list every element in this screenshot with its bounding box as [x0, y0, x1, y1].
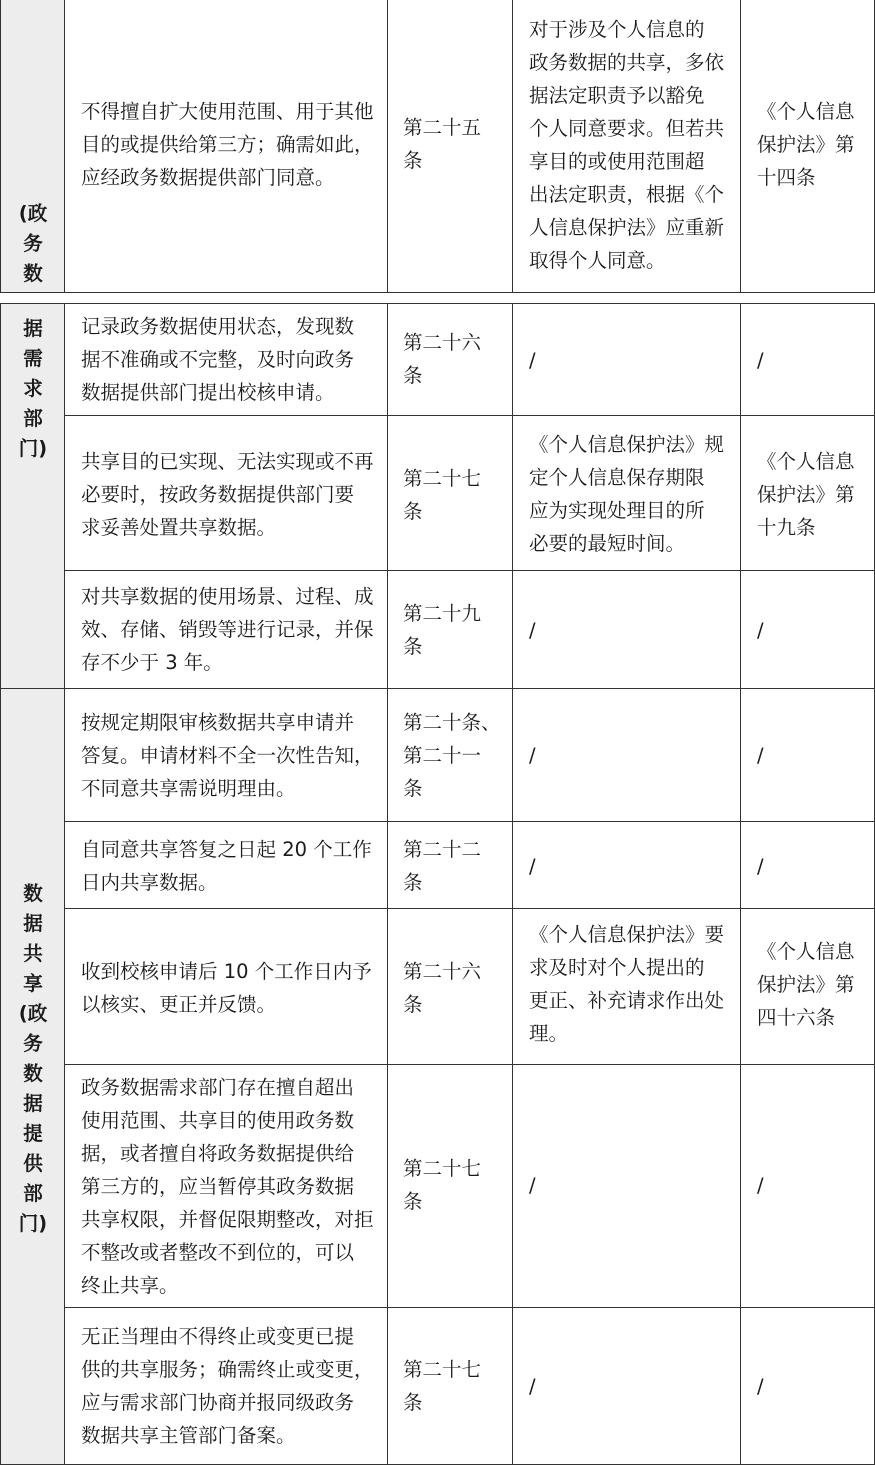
article-cell [387, 1307, 513, 1465]
comment-cell [512, 303, 741, 416]
comment-text: / [529, 744, 536, 767]
section-label-lower: 据 需 求 部 门) [18, 317, 48, 460]
comment-text: / [529, 855, 536, 878]
comment-text: 《个人信息保护法》要 求及时对个人提出的 更正、补充请求作出处 理。 [529, 923, 725, 1045]
obligation-cell [64, 821, 388, 909]
comment-cell [512, 570, 741, 689]
obligation-text: 对共享数据的使用场景、过程、成 效、存储、销毁等进行记录，并保 存不少于 3 年。 [81, 585, 374, 674]
obligation-cell [64, 303, 388, 416]
comment-text: / [529, 1174, 536, 1197]
section-label-cell-lower [0, 303, 65, 689]
comment-text: / [529, 1375, 536, 1398]
article-cell [387, 908, 513, 1065]
article-cell [387, 570, 513, 689]
section-label-cell-upper [0, 0, 65, 293]
article-cell [387, 1064, 513, 1308]
section-label-cell-provider [0, 688, 65, 1465]
law-cell [740, 0, 875, 293]
law-cell [740, 821, 875, 909]
article-text: 第二十五 条 [403, 116, 482, 172]
article-text: 第二十六 条 [403, 331, 482, 387]
comment-cell [512, 821, 741, 909]
comment-text: 对于涉及个人信息的 政务数据的共享，多依 据法定职责予以豁免 个人同意要求。但若共 享目的或使用范围超 出法定职责，根据《个 人信息保护法》应重新 取得个人同意。 [529, 18, 725, 272]
obligation-cell [64, 0, 388, 293]
law-text: / [757, 619, 764, 642]
law-text: 《个人信息 保护法》第 十四条 [757, 100, 855, 189]
law-text: 《个人信息 保护法》第 四十六条 [757, 940, 855, 1029]
article-text: 第二十二 条 [403, 838, 482, 894]
law-cell [740, 303, 875, 416]
article-text: 第二十七 条 [403, 1358, 482, 1414]
comment-cell [512, 688, 741, 822]
article-text: 第二十七 条 [403, 1157, 482, 1213]
article-cell [387, 0, 513, 293]
law-text: / [757, 855, 764, 878]
section-label-provider: 数 据 共 享 (政 务 数 据 提 供 部 门) [18, 882, 48, 1235]
article-cell [387, 688, 513, 822]
law-text: / [757, 1174, 764, 1197]
law-cell [740, 415, 875, 571]
obligation-text: 收到校核申请后 10 个工作日内予 以核实、更正并反馈。 [81, 960, 372, 1016]
comment-cell [512, 1064, 741, 1308]
obligation-text: 按规定期限审核数据共享申请并 答复。申请材料不全一次性告知， 不同意共享需说明理由。 [81, 711, 374, 800]
obligation-cell [64, 415, 388, 571]
obligation-cell [64, 908, 388, 1065]
article-cell [387, 415, 513, 571]
law-cell [740, 570, 875, 689]
obligation-text: 共享目的已实现、无法实现或不再 必要时，按政务数据提供部门要 求妥善处置共享数据。 [81, 450, 374, 539]
article-cell [387, 303, 513, 416]
obligation-text: 政务数据需求部门存在擅自超出 使用范围、共享目的使用政务数 据，或者擅自将政务数据提供给 第三方的，应当暂停其政务数据 共享权限，并督促限期整改，对拒 不整改或者整改不到位的，可以 终止共享。 [81, 1076, 374, 1297]
obligation-text: 记录政务数据使用状态，发现数 据不准确或不完整，及时向政务 数据提供部门提出校核申请。 [81, 315, 355, 404]
obligation-text: 无正当理由不得终止或变更已提 供的共享服务；确需终止或变更， 应与需求部门协商并报同级政务 数据共享主管部门备案。 [81, 1325, 374, 1447]
obligation-text: 自同意共享答复之日起 20 个工作 日内共享数据。 [81, 838, 372, 894]
law-text: / [757, 744, 764, 767]
section-label-upper: (政 务 数 [18, 202, 48, 285]
law-cell [740, 1307, 875, 1465]
comment-text: 《个人信息保护法》规 定个人信息保存期限 应为实现处理目的所 必要的最短时间。 [529, 433, 725, 555]
comment-cell [512, 0, 741, 293]
law-text: 《个人信息 保护法》第 十九条 [757, 450, 855, 539]
article-text: 第二十条、 第二十一 条 [403, 711, 501, 800]
article-text: 第二十七 条 [403, 467, 482, 523]
obligation-cell [64, 1064, 388, 1308]
article-text: 第二十六 条 [403, 960, 482, 1016]
comment-text: / [529, 619, 536, 642]
article-cell [387, 821, 513, 909]
comment-cell [512, 415, 741, 571]
comment-cell [512, 1307, 741, 1465]
comment-cell [512, 908, 741, 1065]
law-text: / [757, 1375, 764, 1398]
obligation-text: 不得擅自扩大使用范围、用于其他 目的或提供给第三方；确需如此， 应经政务数据提供部门同意。 [81, 100, 374, 189]
law-text: / [757, 349, 764, 372]
obligation-cell [64, 1307, 388, 1465]
obligation-cell [64, 570, 388, 689]
law-cell [740, 1064, 875, 1308]
law-cell [740, 688, 875, 822]
law-cell [740, 908, 875, 1065]
article-text: 第二十九 条 [403, 602, 482, 658]
comment-text: / [529, 349, 536, 372]
obligation-cell [64, 688, 388, 822]
